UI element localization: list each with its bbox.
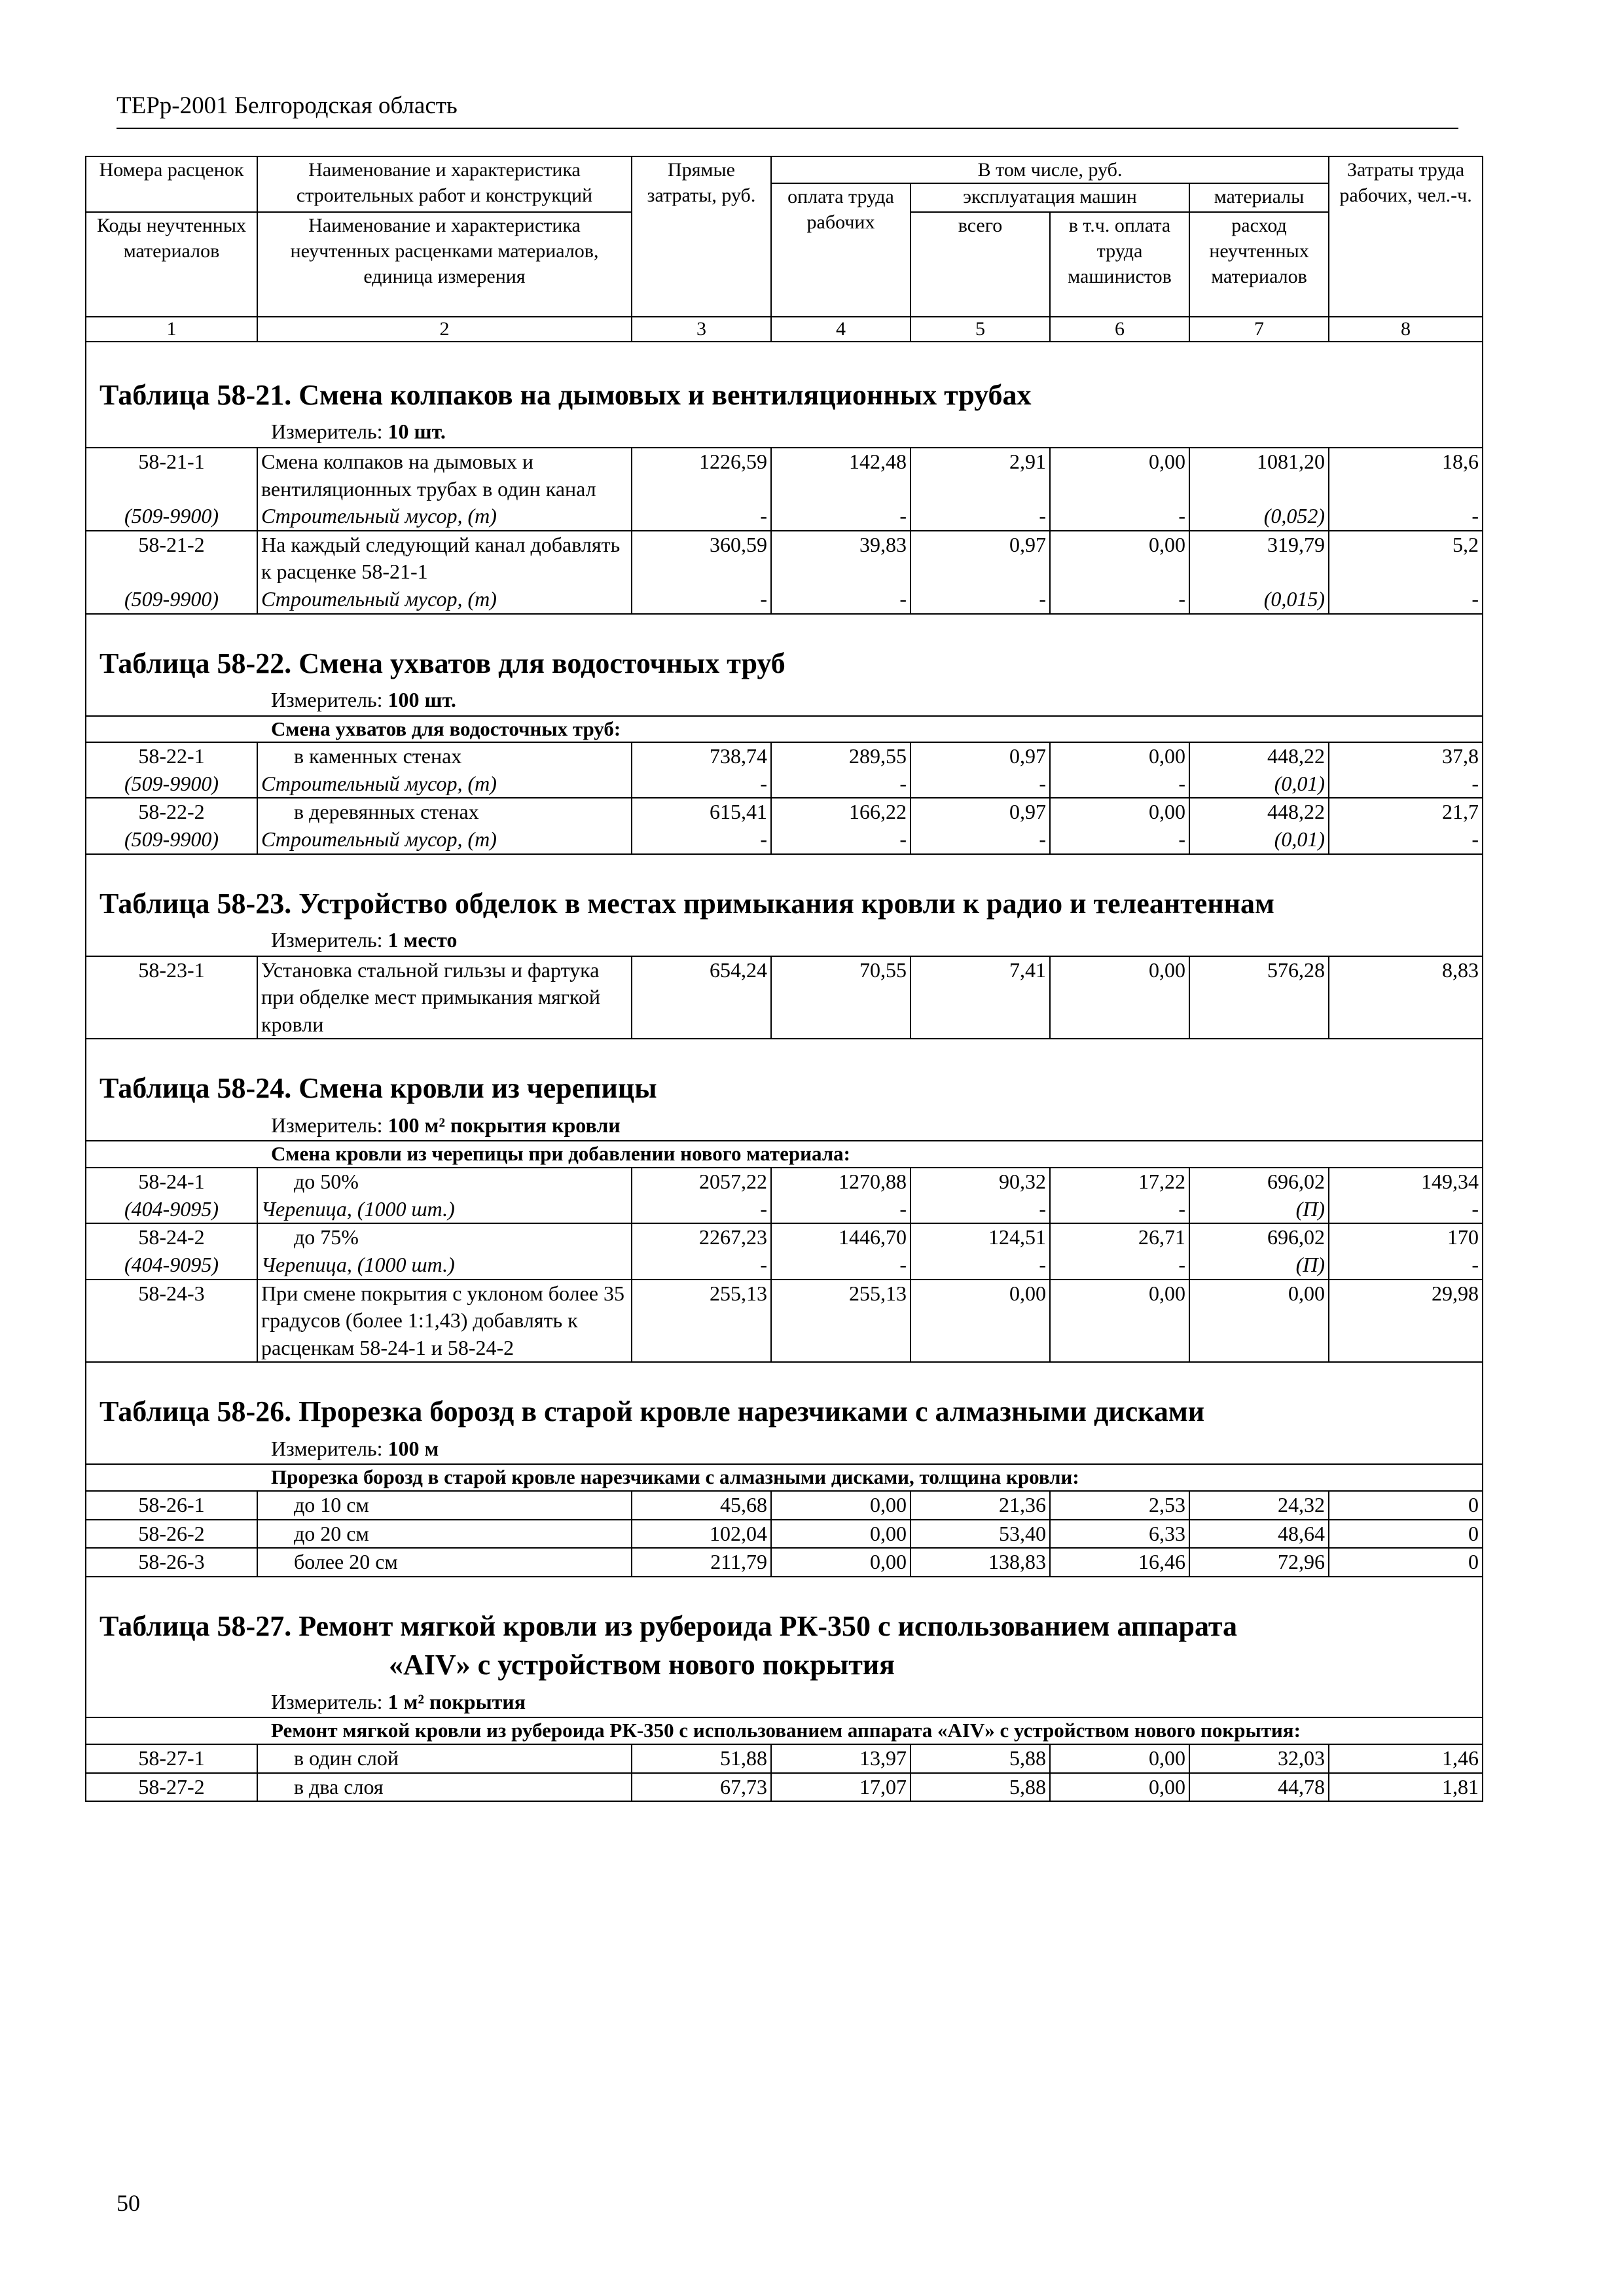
header-machine-operation: эксплуатация машин [911, 183, 1189, 212]
machines-total: 0,97 [911, 798, 1050, 826]
measure-unit: Измеритель: 1 м² покрытия [86, 1687, 1483, 1718]
material-row [86, 1196, 1483, 1224]
machinist-pay: 0,00 [1050, 1773, 1189, 1802]
rate-code: 58-22-1 [86, 742, 257, 770]
section-title: Таблица 58-23. Устройство обделок в местах примыкания кровли к радио и телеантеннам [86, 879, 1483, 925]
labor-costs: 1,46 [1329, 1744, 1483, 1773]
machines-total: 2,91 [911, 448, 1050, 503]
machinist-pay: 0,00 [1050, 531, 1189, 586]
materials: 44,78 [1189, 1773, 1329, 1802]
material-code: (404-9095) [86, 1251, 257, 1280]
column-number: 7 [1189, 317, 1329, 342]
worker-pay: 0,00 [771, 1491, 911, 1520]
header-work-name: Наименование и характеристика строительных работ и конструкций [257, 156, 632, 212]
header-labor-costs: Затраты труда рабочих, чел.-ч. [1329, 156, 1483, 317]
worker-pay: 289,55 [771, 742, 911, 770]
machines-total: 0,00 [911, 1280, 1050, 1363]
rate-code: 58-21-1 [86, 448, 257, 503]
material-value: - [632, 1196, 771, 1224]
materials: 24,32 [1189, 1491, 1329, 1520]
machines-total: 5,88 [911, 1773, 1050, 1802]
column-number: 1 [86, 317, 257, 342]
material-code: (509-9900) [86, 770, 257, 798]
materials: 48,64 [1189, 1520, 1329, 1549]
direct-costs: 654,24 [632, 956, 771, 1039]
table-row [86, 1520, 1483, 1549]
materials: 576,28 [1189, 956, 1329, 1039]
rate-name: более 20 см [257, 1548, 632, 1577]
machines-total: 53,40 [911, 1520, 1050, 1549]
rate-name: в каменных стенах [257, 742, 632, 770]
header-material-consumption: расход неучтенных материалов [1189, 212, 1329, 317]
rate-name: в деревянных стенах [257, 798, 632, 826]
machines-total: 138,83 [911, 1548, 1050, 1577]
rate-code: 58-26-3 [86, 1548, 257, 1577]
table-row [86, 1548, 1483, 1577]
rate-name: На каждый следующий канал добавлять к расценке 58-21-1 [257, 531, 632, 586]
materials: 448,22 [1189, 742, 1329, 770]
material-row [86, 770, 1483, 798]
column-number: 6 [1050, 317, 1189, 342]
labor-costs: 18,6 [1329, 448, 1483, 503]
material-value: - [1050, 1196, 1189, 1224]
materials: 32,03 [1189, 1744, 1329, 1773]
material-value: - [911, 770, 1050, 798]
labor-costs: 37,8 [1329, 742, 1483, 770]
material-value: - [911, 1196, 1050, 1224]
table-row [86, 531, 1483, 586]
labor-costs: 29,98 [1329, 1280, 1483, 1363]
material-value: - [771, 503, 911, 531]
rate-code: 58-21-2 [86, 531, 257, 586]
machines-total: 124,51 [911, 1223, 1050, 1251]
material-value: - [1329, 1196, 1483, 1224]
rates-table [85, 156, 1483, 1802]
direct-costs: 1226,59 [632, 448, 771, 503]
worker-pay: 166,22 [771, 798, 911, 826]
rate-name: в один слой [257, 1744, 632, 1773]
labor-costs: 149,34 [1329, 1168, 1483, 1196]
rate-code: 58-24-1 [86, 1168, 257, 1196]
direct-costs: 102,04 [632, 1520, 771, 1549]
labor-costs: 21,7 [1329, 798, 1483, 826]
machinist-pay: 16,46 [1050, 1548, 1189, 1577]
material-code: (509-9900) [86, 826, 257, 854]
machines-total: 90,32 [911, 1168, 1050, 1196]
header-machinist-pay: в т.ч. оплата труда машинистов [1050, 212, 1189, 317]
material-consumption: (0,01) [1189, 826, 1329, 854]
material-value: - [1050, 826, 1189, 854]
rate-code: 58-24-2 [86, 1223, 257, 1251]
column-number: 8 [1329, 317, 1483, 342]
worker-pay: 1446,70 [771, 1223, 911, 1251]
material-code: (404-9095) [86, 1196, 257, 1224]
section-title: Таблица 58-22. Смена ухватов для водосточных труб [86, 639, 1483, 685]
machinist-pay: 2,53 [1050, 1491, 1189, 1520]
column-number: 4 [771, 317, 911, 342]
column-number: 5 [911, 317, 1050, 342]
labor-costs: 0 [1329, 1491, 1483, 1520]
labor-costs: 0 [1329, 1520, 1483, 1549]
materials: 696,02 [1189, 1223, 1329, 1251]
header-including: В том числе, руб. [771, 156, 1329, 183]
direct-costs: 738,74 [632, 742, 771, 770]
material-name: Черепица, (1000 шт.) [257, 1196, 632, 1224]
measure-unit: Измеритель: 1 место [86, 925, 1483, 956]
material-value: - [911, 1251, 1050, 1280]
materials: 1081,20 [1189, 448, 1329, 503]
material-value: - [1329, 770, 1483, 798]
group-heading: Ремонт мягкой кровли из рубероида РК-350 с использованием аппарата «AIV» с устройством нового покрытия: [86, 1717, 1483, 1744]
machinist-pay: 17,22 [1050, 1168, 1189, 1196]
machinist-pay: 0,00 [1050, 742, 1189, 770]
labor-costs: 1,81 [1329, 1773, 1483, 1802]
material-value: - [1329, 503, 1483, 531]
material-code: (509-9900) [86, 503, 257, 531]
material-value: - [1329, 826, 1483, 854]
header-material-names: Наименование и характеристика неучтенных расценками материалов, единица измерения [257, 212, 632, 317]
header-materials: материалы [1189, 183, 1329, 212]
page-header: ТЕРр-2001 Белгородская область [117, 92, 1458, 129]
direct-costs: 45,68 [632, 1491, 771, 1520]
measure-unit: Измеритель: 100 шт. [86, 685, 1483, 716]
direct-costs: 615,41 [632, 798, 771, 826]
section-title: Таблица 58-21. Смена колпаков на дымовых и вентиляционных трубах [86, 370, 1483, 417]
machinist-pay: 0,00 [1050, 1744, 1189, 1773]
table-row [86, 956, 1483, 1039]
labor-costs: 8,83 [1329, 956, 1483, 1039]
materials: 72,96 [1189, 1548, 1329, 1577]
material-consumption: (П) [1189, 1196, 1329, 1224]
direct-costs: 2057,22 [632, 1168, 771, 1196]
material-value: - [632, 770, 771, 798]
material-value: - [632, 1251, 771, 1280]
machinist-pay: 0,00 [1050, 798, 1189, 826]
materials: 0,00 [1189, 1280, 1329, 1363]
rate-name: Смена колпаков на дымовых и вентиляционных трубах в один канал [257, 448, 632, 503]
material-value: - [771, 770, 911, 798]
materials: 448,22 [1189, 798, 1329, 826]
material-value: - [1050, 1251, 1189, 1280]
rate-name: При смене покрытия с уклоном более 35 градусов (более 1:1,43) добавлять к расценкам 58-24-1 и 58-24-2 [257, 1280, 632, 1363]
material-value: - [771, 1251, 911, 1280]
section-title: Таблица 58-24. Смена кровли из черепицы [86, 1064, 1483, 1110]
material-name: Строительный мусор, (т) [257, 586, 632, 614]
header-rate-numbers: Номера расценок [86, 156, 257, 212]
machines-total: 5,88 [911, 1744, 1050, 1773]
rate-code: 58-22-2 [86, 798, 257, 826]
machinist-pay: 0,00 [1050, 1280, 1189, 1363]
material-value: - [1050, 586, 1189, 614]
section-title: Таблица 58-26. Прорезка борозд в старой кровле нарезчиками с алмазными дисками [86, 1387, 1483, 1433]
material-value: - [771, 586, 911, 614]
machines-total: 0,97 [911, 742, 1050, 770]
materials: 696,02 [1189, 1168, 1329, 1196]
material-value: - [911, 586, 1050, 614]
material-name: Черепица, (1000 шт.) [257, 1251, 632, 1280]
material-row [86, 826, 1483, 854]
table-row [86, 1168, 1483, 1196]
group-heading: Смена кровли из черепицы при добавлении нового материала: [86, 1141, 1483, 1168]
direct-costs: 67,73 [632, 1773, 771, 1802]
worker-pay: 39,83 [771, 531, 911, 586]
machines-total: 0,97 [911, 531, 1050, 586]
rate-name: в два слоя [257, 1773, 632, 1802]
machinist-pay: 0,00 [1050, 956, 1189, 1039]
worker-pay: 255,13 [771, 1280, 911, 1363]
table-row [86, 1773, 1483, 1802]
material-value: - [1329, 586, 1483, 614]
worker-pay: 70,55 [771, 956, 911, 1039]
rate-code: 58-26-1 [86, 1491, 257, 1520]
table-row [86, 742, 1483, 770]
material-row [86, 503, 1483, 531]
worker-pay: 0,00 [771, 1520, 911, 1549]
material-code: (509-9900) [86, 586, 257, 614]
worker-pay: 17,07 [771, 1773, 911, 1802]
worker-pay: 1270,88 [771, 1168, 911, 1196]
material-name: Строительный мусор, (т) [257, 770, 632, 798]
material-value: - [1329, 1251, 1483, 1280]
direct-costs: 211,79 [632, 1548, 771, 1577]
header-direct-costs: Прямые затраты, руб. [632, 156, 771, 317]
column-number: 2 [257, 317, 632, 342]
rate-name: до 20 см [257, 1520, 632, 1549]
labor-costs: 5,2 [1329, 531, 1483, 586]
material-value: - [632, 586, 771, 614]
material-row [86, 1251, 1483, 1280]
machinist-pay: 0,00 [1050, 448, 1189, 503]
worker-pay: 142,48 [771, 448, 911, 503]
material-value: - [771, 826, 911, 854]
section-title: Таблица 58-27. Ремонт мягкой кровли из рубероида РК-350 с использованием аппарата «AIV» с устройством нового покрытия [86, 1602, 1483, 1687]
material-consumption: (0,052) [1189, 503, 1329, 531]
material-consumption: (П) [1189, 1251, 1329, 1280]
measure-unit: Измеритель: 10 шт. [86, 417, 1483, 448]
table-row [86, 1280, 1483, 1363]
worker-pay: 13,97 [771, 1744, 911, 1773]
rate-code: 58-24-3 [86, 1280, 257, 1363]
table-row [86, 448, 1483, 503]
rate-name: до 10 см [257, 1491, 632, 1520]
rate-code: 58-27-1 [86, 1744, 257, 1773]
rate-name: до 50% [257, 1168, 632, 1196]
machines-total: 7,41 [911, 956, 1050, 1039]
table-row [86, 798, 1483, 826]
machines-total: 21,36 [911, 1491, 1050, 1520]
table-row [86, 1491, 1483, 1520]
measure-unit: Измеритель: 100 м² покрытия кровли [86, 1111, 1483, 1141]
material-value: - [1050, 503, 1189, 531]
direct-costs: 2267,23 [632, 1223, 771, 1251]
machinist-pay: 26,71 [1050, 1223, 1189, 1251]
group-heading: Прорезка борозд в старой кровле нарезчиками с алмазными дисками, толщина кровли: [86, 1464, 1483, 1491]
material-row [86, 586, 1483, 614]
material-value: - [632, 826, 771, 854]
direct-costs: 51,88 [632, 1744, 771, 1773]
page-number: 50 [117, 2190, 140, 2216]
labor-costs: 170 [1329, 1223, 1483, 1251]
header-worker-pay: оплата труда рабочих [771, 183, 911, 317]
labor-costs: 0 [1329, 1548, 1483, 1577]
direct-costs: 255,13 [632, 1280, 771, 1363]
rate-code: 58-23-1 [86, 956, 257, 1039]
rate-code: 58-26-2 [86, 1520, 257, 1549]
material-value: - [911, 826, 1050, 854]
group-heading: Смена ухватов для водосточных труб: [86, 716, 1483, 743]
machinist-pay: 6,33 [1050, 1520, 1189, 1549]
material-value: - [1050, 770, 1189, 798]
rate-name: до 75% [257, 1223, 632, 1251]
rate-name: Установка стальной гильзы и фартука при обделке мест примыкания мягкой кровли [257, 956, 632, 1039]
table-row [86, 1744, 1483, 1773]
material-consumption: (0,015) [1189, 586, 1329, 614]
header-machines-total: всего [911, 212, 1050, 317]
header-material-codes: Коды неучтенных материалов [86, 212, 257, 317]
worker-pay: 0,00 [771, 1548, 911, 1577]
material-value: - [771, 1196, 911, 1224]
measure-unit: Измеритель: 100 м [86, 1434, 1483, 1465]
material-value: - [911, 503, 1050, 531]
table-row [86, 1223, 1483, 1251]
materials: 319,79 [1189, 531, 1329, 586]
column-number: 3 [632, 317, 771, 342]
material-name: Строительный мусор, (т) [257, 826, 632, 854]
direct-costs: 360,59 [632, 531, 771, 586]
rate-code: 58-27-2 [86, 1773, 257, 1802]
material-value: - [632, 503, 771, 531]
material-consumption: (0,01) [1189, 770, 1329, 798]
material-name: Строительный мусор, (т) [257, 503, 632, 531]
